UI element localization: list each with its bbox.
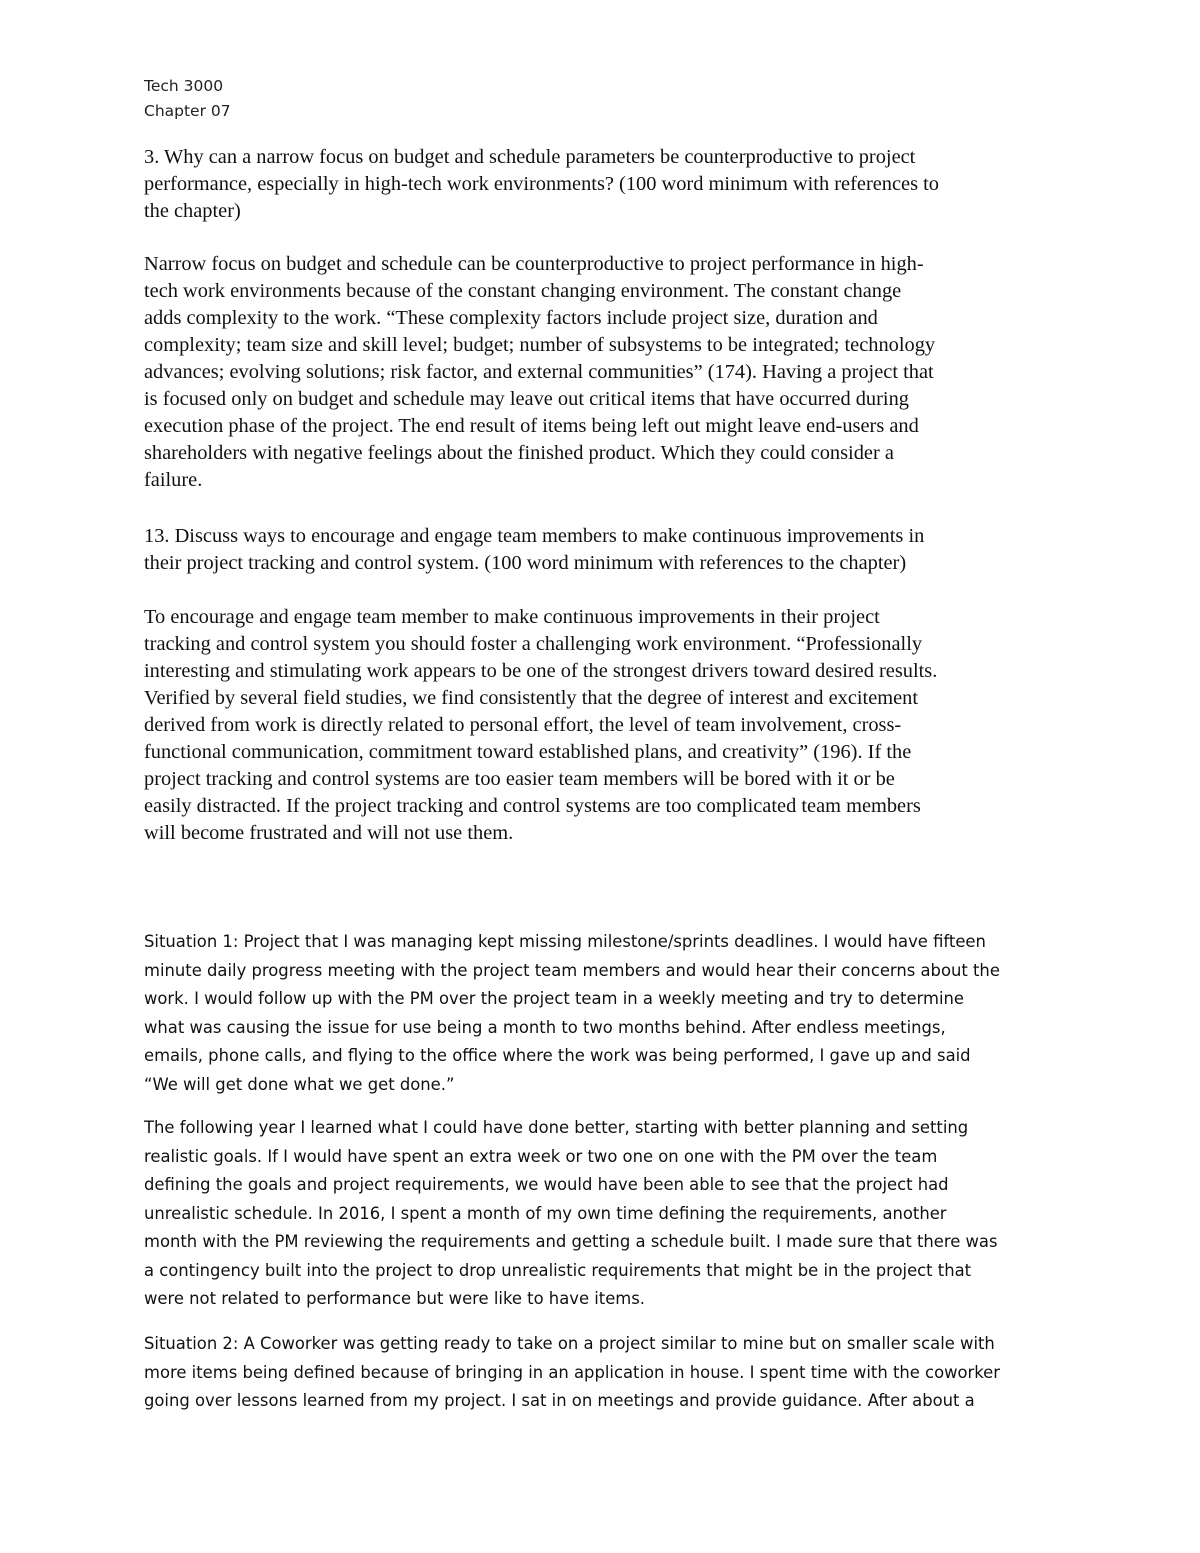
paragraph-line: The following year I learned what I could have done better, starting with better planning and setting: [144, 1118, 969, 1137]
paragraph-line: a contingency built into the project to drop unrealistic requirements that might be in the project that: [144, 1260, 972, 1280]
paragraph-line: Situation 2: A Coworker was getting ready to take on a project similar to mine but on smaller scale with: [144, 1334, 995, 1353]
answer-line: tech work environments because of the constant changing environment. The constant change: [144, 280, 902, 302]
situation-2: [144, 1330, 1064, 1416]
following-year-paragraph: [144, 1114, 1064, 1314]
question-text: [144, 144, 1070, 225]
answer-line: derived from work is directly related to personal effort, the level of team involvement, cross-: [144, 714, 902, 736]
answer-line: adds complexity to the work. “These complexity factors include project size, duration and: [144, 307, 878, 329]
question-line: the chapter): [144, 200, 241, 222]
question-text: [144, 523, 1070, 577]
paragraph-line: “We will get done what we get done.”: [144, 1074, 455, 1094]
paragraph: [144, 1114, 1064, 1314]
paragraph-line: unrealistic schedule. In 2016, I spent a month of my own time defining the requirements, another: [144, 1203, 947, 1223]
paragraph: [144, 1330, 1064, 1416]
answer-3: [144, 251, 1070, 494]
answer-line: is focused only on budget and schedule may leave out critical items that have occurred during: [144, 388, 909, 410]
question-line: 3. Why can a narrow focus on budget and schedule parameters be counterproductive to project: [144, 146, 916, 168]
paragraph-line: emails, phone calls, and flying to the office where the work was being performed, I gave up and said: [144, 1046, 971, 1065]
situation-1: [144, 928, 1064, 1099]
answer-line: Verified by several field studies, we find consistently that the degree of interest and excitement: [144, 687, 919, 709]
paragraph-line: were not related to performance but were like to have items.: [144, 1289, 646, 1308]
answer-line: easily distracted. If the project tracking and control systems are too complicated team members: [144, 795, 921, 817]
answer-line: interesting and stimulating work appears to be one of the strongest drivers toward desired results.: [144, 660, 938, 682]
paragraph-line: defining the goals and project requirements, we would have been able to see that the project had: [144, 1175, 949, 1194]
paragraph-line: work. I would follow up with the PM over the project team in a weekly meeting and try to determine: [144, 989, 964, 1008]
answer-text: [144, 604, 1070, 847]
paragraph-line: more items being defined because of bringing in an application in house. I spent time with the coworker: [144, 1362, 1001, 1382]
paragraph-line: Situation 1: Project that I was managing kept missing milestone/sprints deadlines. I would have fifteen: [144, 932, 986, 951]
answer-line: advances; evolving solutions; risk factor, and external communities” (174). Having a project that: [144, 361, 934, 383]
answer-line: complexity; team size and skill level; budget; number of subsystems to be integrated; technology: [144, 334, 936, 356]
chapter-title: Chapter 07: [144, 102, 231, 120]
answer-line: will become frustrated and will not use them.: [144, 822, 514, 844]
question-line: their project tracking and control system. (100 word minimum with references to the chapter): [144, 552, 907, 574]
paragraph-line: realistic goals. If I would have spent an extra week or two one on one with the PM over the team: [144, 1146, 938, 1166]
question-line: performance, especially in high-tech work environments? (100 word minimum with references to: [144, 173, 939, 195]
question-line: 13. Discuss ways to encourage and engage team members to make continuous improvements in: [144, 525, 925, 547]
paragraph-line: month with the PM reviewing the requirements and getting a schedule built. I made sure that there was: [144, 1232, 998, 1251]
answer-line: Narrow focus on budget and schedule can be counterproductive to project performance in high-: [144, 253, 924, 275]
answer-line: project tracking and control systems are too easier team members will be bored with it or be: [144, 768, 895, 790]
question-3: [144, 144, 1070, 225]
answer-line: tracking and control system you should foster a challenging work environment. “Professionally: [144, 633, 923, 655]
answer-line: failure.: [144, 469, 203, 491]
paragraph-line: minute daily progress meeting with the project team members and would hear their concerns about the: [144, 960, 1000, 980]
document-header: [144, 74, 231, 124]
answer-13: [144, 604, 1070, 847]
question-13: [144, 523, 1070, 577]
course-title: Tech 3000: [144, 77, 224, 95]
answer-line: execution phase of the project. The end result of items being left out might leave end-users and: [144, 415, 919, 437]
answer-text: [144, 251, 1070, 494]
paragraph-line: what was causing the issue for use being a month to two months behind. After endless meetings,: [144, 1017, 946, 1037]
answer-line: shareholders with negative feelings about the finished product. Which they could consider a: [144, 442, 894, 464]
answer-line: functional communication, commitment toward established plans, and creativity” (196). If the: [144, 741, 912, 763]
paragraph-line: going over lessons learned from my project. I sat in on meetings and provide guidance. After about a: [144, 1391, 975, 1410]
paragraph: [144, 928, 1064, 1099]
answer-line: To encourage and engage team member to make continuous improvements in their project: [144, 606, 880, 628]
